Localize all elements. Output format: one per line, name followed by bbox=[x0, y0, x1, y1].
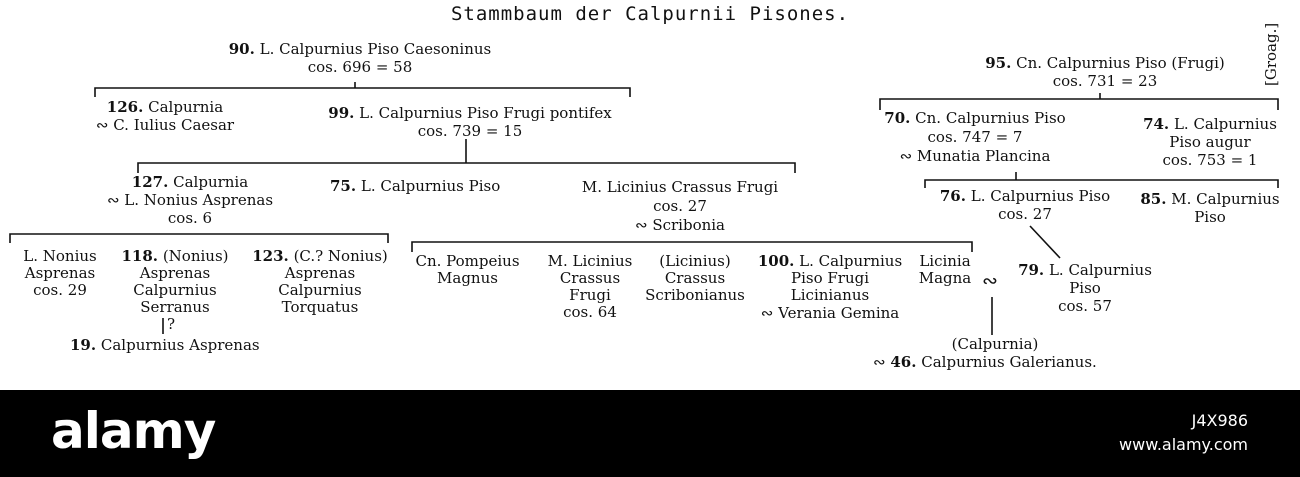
person-118-line2: Asprenas bbox=[139, 264, 211, 282]
person-75-name: L. Calpurnius Piso bbox=[360, 177, 501, 195]
person-85-line2: Piso bbox=[1194, 208, 1226, 226]
person-79-cos: cos. 57 bbox=[1058, 297, 1112, 315]
person-74-line2: Piso augur bbox=[1169, 133, 1251, 151]
person-127-number: 127. bbox=[131, 173, 169, 191]
person-70-line1 bbox=[875, 111, 1075, 126]
person-70-number: 70. bbox=[884, 109, 911, 127]
person-100-spouse: ∾ Verania Gemina bbox=[760, 304, 900, 322]
person-85-line1 bbox=[1130, 192, 1290, 207]
person-95-line1 bbox=[960, 56, 1250, 71]
mlicinius-cos: cos. 64 bbox=[563, 303, 617, 321]
person-95-number: 95. bbox=[985, 54, 1012, 72]
person-100-line3: Licinianus bbox=[790, 286, 870, 304]
person-123-number: 123. bbox=[252, 247, 289, 265]
person-74-line1 bbox=[1130, 117, 1290, 132]
site-url: www.alamy.com bbox=[1119, 435, 1248, 454]
bracket-99 bbox=[138, 163, 795, 173]
person-95-cos: cos. 731 = 23 bbox=[1052, 72, 1158, 90]
bracket-127 bbox=[10, 234, 388, 243]
nonius-line2: Asprenas bbox=[24, 264, 96, 282]
licinius2-line1: (Licinius) bbox=[659, 252, 731, 270]
bracket-crassus bbox=[412, 242, 972, 252]
mlicinius-line1: M. Licinius bbox=[547, 252, 633, 270]
person-74-cos: cos. 753 = 1 bbox=[1162, 151, 1258, 169]
person-79-line2: Piso bbox=[1069, 279, 1101, 297]
crassus-frugi-cos: cos. 27 bbox=[653, 197, 707, 215]
person-99-line1 bbox=[310, 106, 630, 121]
calpurnia-daughter: (Calpurnia) bbox=[951, 335, 1039, 353]
person-100-number: 100. bbox=[757, 252, 795, 270]
licinius2-line2: Crassus bbox=[664, 269, 726, 287]
mlicinius-line2: Crassus bbox=[559, 269, 621, 287]
person-123-line3: Calpurnius bbox=[278, 281, 362, 299]
image-id: J4X986 bbox=[1191, 411, 1248, 430]
person-76-line1 bbox=[920, 189, 1130, 204]
person-85-name: M. Calpurnius bbox=[1171, 190, 1280, 208]
person-70-name: Cn. Calpurnius Piso bbox=[915, 109, 1066, 127]
person-79-number: 79. bbox=[1018, 261, 1045, 279]
person-74-number: 74. bbox=[1143, 115, 1170, 133]
person-123-line1 bbox=[245, 249, 395, 264]
person-118-line1 bbox=[110, 249, 240, 264]
person-70-spouse: ∾ Munatia Plancina bbox=[899, 147, 1051, 165]
person-100-name: L. Calpurnius bbox=[799, 252, 903, 270]
person-46-marriage: ∾ bbox=[873, 353, 886, 371]
crassus-frugi-name: M. Licinius Crassus Frugi bbox=[581, 178, 779, 196]
person-90-cos: cos. 696 = 58 bbox=[307, 58, 413, 76]
person-74-name: L. Calpurnius bbox=[1173, 115, 1277, 133]
person-127-cos: cos. 6 bbox=[167, 209, 213, 227]
page-title: Stammbaum der Calpurnii Pisones. bbox=[450, 3, 850, 25]
licinia-line1: Licinia bbox=[919, 252, 971, 270]
person-75 bbox=[330, 179, 500, 194]
person-126-line1 bbox=[60, 100, 270, 115]
pompeius-line1: Cn. Pompeius bbox=[415, 252, 520, 270]
licinius2-line3: Scribonianus bbox=[645, 286, 745, 304]
person-126-number: 126. bbox=[106, 98, 144, 116]
person-76-number: 76. bbox=[939, 187, 966, 205]
person-90-number: 90. bbox=[228, 40, 255, 58]
person-46-name: Calpurnius Galerianus. bbox=[921, 353, 1097, 371]
line-76-79 bbox=[1030, 226, 1060, 258]
stock-footer bbox=[0, 390, 1300, 477]
person-100-line2: Piso Frugi bbox=[790, 269, 870, 287]
person-70-cos: cos. 747 = 7 bbox=[927, 128, 1023, 146]
bracket-90 bbox=[95, 88, 630, 97]
person-118-line3: Calpurnius bbox=[133, 281, 217, 299]
author-credit: [Groag.] bbox=[1262, 22, 1280, 86]
person-126-spouse: ∾ C. Iulius Caesar bbox=[95, 116, 235, 134]
person-123-name: (C.? Nonius) bbox=[293, 247, 388, 265]
person-79-line1 bbox=[1005, 263, 1165, 278]
alamy-logo: alamy bbox=[51, 402, 216, 460]
person-99-name: L. Calpurnius Piso Frugi pontifex bbox=[359, 104, 612, 122]
crassus-frugi-spouse: ∾ Scribonia bbox=[634, 216, 725, 234]
person-118-line4: Serranus bbox=[140, 298, 210, 316]
person-118-uncertain: ? bbox=[167, 315, 176, 333]
person-123-line2: Asprenas bbox=[284, 264, 356, 282]
person-100-line1 bbox=[745, 254, 915, 269]
person-76-cos: cos. 27 bbox=[998, 205, 1052, 223]
person-99-number: 99. bbox=[328, 104, 355, 122]
person-46-number: 46. bbox=[890, 353, 917, 371]
person-126-name: Calpurnia bbox=[148, 98, 224, 116]
person-85-number: 85. bbox=[1140, 190, 1167, 208]
person-90-name: L. Calpurnius Piso Caesoninus bbox=[259, 40, 492, 58]
pompeius-line2: Magnus bbox=[437, 269, 498, 287]
nonius-line1: L. Nonius bbox=[23, 247, 97, 265]
person-99-cos: cos. 739 = 15 bbox=[417, 122, 523, 140]
person-123-line4: Torquatus bbox=[281, 298, 359, 316]
person-118-name: (Nonius) bbox=[162, 247, 229, 265]
person-75-number: 75. bbox=[330, 177, 357, 195]
person-19-name: Calpurnius Asprenas bbox=[100, 336, 260, 354]
person-46 bbox=[873, 355, 1097, 370]
person-19 bbox=[70, 338, 260, 353]
licinia-marriage: ∾ bbox=[982, 270, 998, 292]
person-90-line1 bbox=[215, 42, 505, 57]
person-95-name: Cn. Calpurnius Piso (Frugi) bbox=[1016, 54, 1225, 72]
person-118-number: 118. bbox=[121, 247, 159, 265]
person-127-spouse: ∾ L. Nonius Asprenas bbox=[106, 191, 274, 209]
person-127-line1 bbox=[80, 175, 300, 190]
person-19-number: 19. bbox=[70, 336, 97, 354]
person-76-name: L. Calpurnius Piso bbox=[970, 187, 1111, 205]
mlicinius-line3: Frugi bbox=[569, 286, 611, 304]
licinia-line2: Magna bbox=[918, 269, 972, 287]
nonius-cos: cos. 29 bbox=[33, 281, 87, 299]
person-79-name: L. Calpurnius bbox=[1048, 261, 1152, 279]
person-127-name: Calpurnia bbox=[173, 173, 249, 191]
